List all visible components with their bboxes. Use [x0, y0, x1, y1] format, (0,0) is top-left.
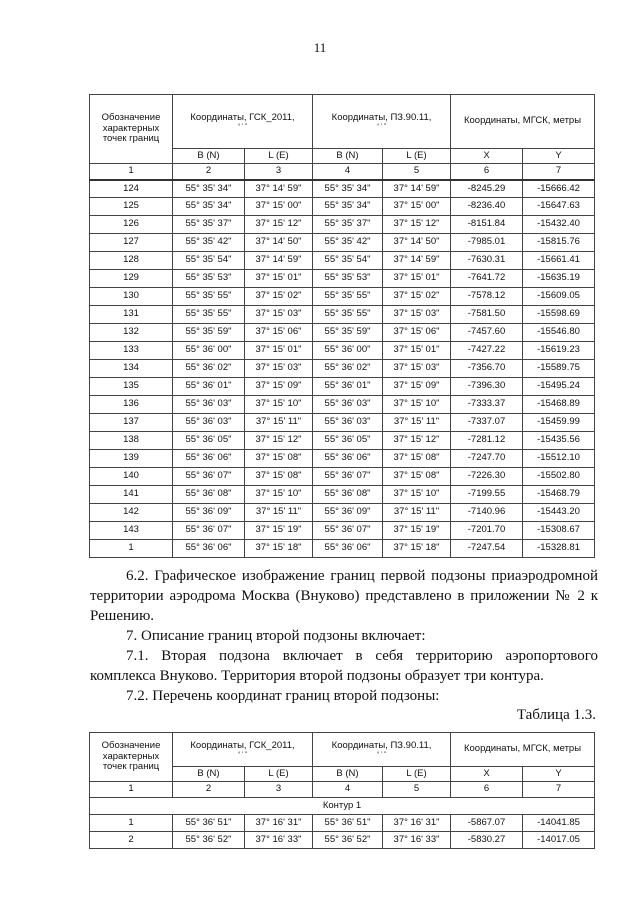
table-row — [90, 198, 595, 216]
point-id-cell: 142 — [90, 504, 173, 522]
coordinate-cell: 37° 15' 02" — [245, 288, 313, 306]
table-row — [90, 815, 595, 832]
coordinate-cell: 37° 14' 59" — [245, 180, 313, 198]
coordinate-cell: -7247.54 — [451, 540, 523, 558]
point-id-cell: 127 — [90, 234, 173, 252]
coordinate-cell: 37° 14' 50" — [383, 234, 451, 252]
header-b: B (N) — [173, 149, 245, 164]
header-l: L (E) — [383, 767, 451, 782]
coordinate-cell: 37° 15' 06" — [383, 324, 451, 342]
point-id-cell: 1 — [90, 815, 173, 832]
coordinate-cell: 37° 15' 01" — [383, 270, 451, 288]
table-row — [90, 270, 595, 288]
column-number: 5 — [383, 782, 451, 798]
coordinates-table-first-subzone — [89, 94, 595, 558]
coordinate-cell: 55° 36' 06" — [313, 450, 383, 468]
coordinate-cell: 55° 35' 42" — [313, 234, 383, 252]
coordinate-cell: 37° 16' 31" — [245, 815, 313, 832]
point-id-cell: 138 — [90, 432, 173, 450]
coordinate-cell: 37° 15' 12" — [245, 432, 313, 450]
point-id-cell: 130 — [90, 288, 173, 306]
coordinate-cell: 37° 16' 33" — [383, 832, 451, 849]
coordinate-cell: -15435.56 — [523, 432, 595, 450]
paragraph-6-2: 6.2. Графическое изображение границ первой подзоны приаэродромной территории аэродрома Москва (Внуково) представлено в приложении № 2 к Решению. — [90, 568, 598, 624]
coordinate-cell: 37° 15' 03" — [245, 360, 313, 378]
table-row — [90, 414, 595, 432]
coordinate-cell: -15459.99 — [523, 414, 595, 432]
column-number: 3 — [245, 164, 313, 180]
coordinate-cell: 37° 15' 10" — [383, 486, 451, 504]
coordinate-cell: 37° 15' 12" — [245, 216, 313, 234]
coordinate-cell: 37° 15' 00" — [383, 198, 451, 216]
coordinate-cell: 55° 35' 37" — [313, 216, 383, 234]
header-y: Y — [523, 149, 595, 164]
coordinate-cell: 37° 15' 03" — [383, 360, 451, 378]
coordinate-cell: 55° 36' 02" — [313, 360, 383, 378]
header-l: L (E) — [245, 149, 313, 164]
coordinate-cell: -15546.80 — [523, 324, 595, 342]
header-point-designation: Обозначение характерных точек границ — [90, 733, 173, 782]
coordinate-cell: 37° 15' 08" — [383, 468, 451, 486]
coordinate-cell: -5830.27 — [451, 832, 523, 849]
coordinate-cell: -8245.29 — [451, 180, 523, 198]
coordinate-cell: 55° 35' 37" — [173, 216, 245, 234]
table-row — [90, 486, 595, 504]
coordinate-cell: -15815.76 — [523, 234, 595, 252]
coordinate-cell: -15589.75 — [523, 360, 595, 378]
coordinate-cell: 55° 36' 07" — [313, 468, 383, 486]
point-id-cell: 141 — [90, 486, 173, 504]
coordinate-cell: 37° 15' 11" — [383, 504, 451, 522]
coordinate-cell: 37° 15' 10" — [383, 396, 451, 414]
table-row — [90, 468, 595, 486]
coordinate-cell: 55° 35' 42" — [173, 234, 245, 252]
coordinate-cell: -15328.81 — [523, 540, 595, 558]
coordinate-cell: 55° 36' 52" — [313, 832, 383, 849]
section-row-contour-1: Контур 1 — [90, 798, 595, 815]
coordinate-cell: -15598.69 — [523, 306, 595, 324]
coordinate-cell: -7226.30 — [451, 468, 523, 486]
table-row — [90, 324, 595, 342]
header-y: Y — [523, 767, 595, 782]
coordinate-cell: -15647.63 — [523, 198, 595, 216]
coordinate-cell: 55° 35' 55" — [173, 288, 245, 306]
coordinate-cell: 37° 15' 08" — [383, 450, 451, 468]
coordinate-cell: -15635.19 — [523, 270, 595, 288]
coordinate-cell: -15495.24 — [523, 378, 595, 396]
coordinate-cell: 55° 35' 34" — [313, 198, 383, 216]
table-row — [90, 234, 595, 252]
coordinate-cell: 37° 15' 10" — [245, 486, 313, 504]
coordinate-cell: 55° 35' 55" — [173, 306, 245, 324]
coordinate-cell: 37° 14' 59" — [383, 180, 451, 198]
point-id-cell: 140 — [90, 468, 173, 486]
table-row — [90, 504, 595, 522]
coordinate-cell: 37° 16' 33" — [245, 832, 313, 849]
coordinate-cell: -7630.31 — [451, 252, 523, 270]
coordinate-cell: 55° 35' 54" — [173, 252, 245, 270]
coordinate-cell: 55° 35' 55" — [313, 288, 383, 306]
header-mgsk-coordinates: Координаты, МГСК, метры — [451, 95, 595, 149]
coordinate-cell: -15308.67 — [523, 522, 595, 540]
coordinate-cell: 55° 36' 06" — [313, 540, 383, 558]
column-number: 4 — [313, 164, 383, 180]
coordinate-cell: 55° 35' 59" — [313, 324, 383, 342]
page-number: 11 — [313, 40, 327, 55]
point-id-cell: 128 — [90, 252, 173, 270]
coordinate-cell: -5867.07 — [451, 815, 523, 832]
coordinate-cell: 37° 16' 31" — [383, 815, 451, 832]
coordinate-cell: 55° 36' 03" — [173, 396, 245, 414]
coordinate-cell: 37° 15' 08" — [245, 468, 313, 486]
coordinate-cell: 55° 36' 05" — [173, 432, 245, 450]
coordinate-cell: -15512.10 — [523, 450, 595, 468]
coordinate-cell: 55° 36' 09" — [173, 504, 245, 522]
table-row — [90, 342, 595, 360]
coordinate-cell: -8236.40 — [451, 198, 523, 216]
coordinate-cell: -7578.12 — [451, 288, 523, 306]
coordinate-cell: 55° 36' 03" — [313, 414, 383, 432]
coordinate-cell: 55° 36' 01" — [173, 378, 245, 396]
coordinate-cell: -15619.23 — [523, 342, 595, 360]
coordinate-cell: -7337.07 — [451, 414, 523, 432]
table-row — [90, 378, 595, 396]
coordinate-cell: 37° 15' 01" — [245, 270, 313, 288]
coordinate-cell: -7581.50 — [451, 306, 523, 324]
paragraph-7-1: 7.1. Вторая подзона включает в себя территорию аэропортового комплекса Внуково. Территория второй подзоны образует три контура. — [90, 648, 598, 684]
point-id-cell: 134 — [90, 360, 173, 378]
table-row — [90, 540, 595, 558]
column-number: 4 — [313, 782, 383, 798]
coordinate-cell: -8151.84 — [451, 216, 523, 234]
coordinate-cell: -7396.30 — [451, 378, 523, 396]
column-number: 7 — [523, 782, 595, 798]
coordinate-cell: 37° 15' 12" — [383, 216, 451, 234]
coordinate-cell: 55° 36' 00" — [313, 342, 383, 360]
coordinate-cell: -7140.96 — [451, 504, 523, 522]
coordinate-cell: 55° 36' 05" — [313, 432, 383, 450]
header-l: L (E) — [245, 767, 313, 782]
point-id-cell: 131 — [90, 306, 173, 324]
point-id-cell: 125 — [90, 198, 173, 216]
point-id-cell: 133 — [90, 342, 173, 360]
coordinate-cell: -15609.05 — [523, 288, 595, 306]
column-number: 5 — [383, 164, 451, 180]
header-x: X — [451, 149, 523, 164]
column-number: 1 — [90, 164, 173, 180]
coordinate-cell: -15666.42 — [523, 180, 595, 198]
header-gsk-coordinates: Координаты, ГСК_2011, ° ' " — [173, 733, 313, 767]
coordinate-cell: 55° 36' 00" — [173, 342, 245, 360]
point-id-cell: 126 — [90, 216, 173, 234]
point-id-cell: 124 — [90, 180, 173, 198]
header-mgsk-coordinates: Координаты, МГСК, метры — [451, 733, 595, 767]
point-id-cell: 137 — [90, 414, 173, 432]
table-row — [90, 522, 595, 540]
coordinate-cell: -7247.70 — [451, 450, 523, 468]
coordinate-cell: 37° 15' 11" — [245, 504, 313, 522]
header-b: B (N) — [173, 767, 245, 782]
table-row — [90, 832, 595, 849]
coordinate-cell: 55° 36' 01" — [313, 378, 383, 396]
coordinate-cell: -15468.89 — [523, 396, 595, 414]
coordinate-cell: 37° 15' 03" — [383, 306, 451, 324]
coordinate-cell: -14041.85 — [523, 815, 595, 832]
point-id-cell: 143 — [90, 522, 173, 540]
coordinate-cell: 37° 15' 09" — [245, 378, 313, 396]
coordinate-cell: 37° 15' 18" — [383, 540, 451, 558]
coordinate-cell: 55° 35' 55" — [313, 306, 383, 324]
coordinate-cell: 55° 36' 08" — [173, 486, 245, 504]
table-row — [90, 306, 595, 324]
coordinate-cell: 37° 15' 19" — [245, 522, 313, 540]
coordinate-cell: 55° 35' 59" — [173, 324, 245, 342]
coordinate-cell: 55° 35' 34" — [173, 198, 245, 216]
coordinate-cell: -7281.12 — [451, 432, 523, 450]
column-number: 2 — [173, 782, 245, 798]
header-x: X — [451, 767, 523, 782]
header-pz-coordinates: Координаты, ПЗ.90.11, ° ' " — [313, 733, 451, 767]
coordinate-cell: 55° 36' 51" — [173, 815, 245, 832]
column-number: 3 — [245, 782, 313, 798]
coordinate-cell: 37° 15' 11" — [383, 414, 451, 432]
coordinate-cell: 55° 36' 07" — [313, 522, 383, 540]
column-number: 2 — [173, 164, 245, 180]
coordinate-cell: 55° 35' 54" — [313, 252, 383, 270]
point-id-cell: 132 — [90, 324, 173, 342]
coordinate-cell: -7199.55 — [451, 486, 523, 504]
coordinate-cell: 37° 15' 03" — [245, 306, 313, 324]
coordinate-cell: 55° 36' 09" — [313, 504, 383, 522]
coordinate-cell: 37° 15' 18" — [245, 540, 313, 558]
coordinate-cell: -14017.05 — [523, 832, 595, 849]
table-caption: Таблица 1.3. — [516, 707, 596, 723]
table-row — [90, 432, 595, 450]
coordinate-cell: -15502.80 — [523, 468, 595, 486]
point-id-cell: 139 — [90, 450, 173, 468]
coordinate-cell: 55° 36' 07" — [173, 468, 245, 486]
paragraph-7: 7. Описание границ второй подзоны включает: — [126, 628, 426, 644]
header-point-designation: Обозначение характерных точек границ — [90, 95, 173, 164]
column-number: 7 — [523, 164, 595, 180]
coordinate-cell: 37° 15' 06" — [245, 324, 313, 342]
coordinate-cell: 55° 36' 51" — [313, 815, 383, 832]
column-number: 1 — [90, 782, 173, 798]
coordinate-cell: 37° 15' 12" — [383, 432, 451, 450]
coordinate-cell: 37° 15' 11" — [245, 414, 313, 432]
coordinate-cell: 55° 36' 03" — [173, 414, 245, 432]
coordinate-cell: -7201.70 — [451, 522, 523, 540]
coordinate-cell: 55° 36' 06" — [173, 540, 245, 558]
coordinate-cell: 37° 15' 02" — [383, 288, 451, 306]
coordinate-cell: 55° 36' 02" — [173, 360, 245, 378]
point-id-cell: 129 — [90, 270, 173, 288]
coordinate-cell: 55° 35' 34" — [173, 180, 245, 198]
coordinate-cell: 55° 35' 53" — [313, 270, 383, 288]
coordinate-cell: 37° 15' 00" — [245, 198, 313, 216]
header-b: B (N) — [313, 767, 383, 782]
coordinate-cell: -7356.70 — [451, 360, 523, 378]
point-id-cell: 136 — [90, 396, 173, 414]
coordinate-cell: 37° 15' 19" — [383, 522, 451, 540]
header-b: B (N) — [313, 149, 383, 164]
table-row — [90, 450, 595, 468]
paragraph-7-2: 7.2. Перечень координат границ второй подзоны: — [126, 688, 440, 704]
coordinate-cell: 37° 15' 01" — [245, 342, 313, 360]
coordinate-cell: 37° 14' 59" — [383, 252, 451, 270]
table-row — [90, 216, 595, 234]
coordinate-cell: 55° 35' 53" — [173, 270, 245, 288]
header-l: L (E) — [383, 149, 451, 164]
coordinate-cell: -15432.40 — [523, 216, 595, 234]
coordinate-cell: 55° 36' 52" — [173, 832, 245, 849]
coordinate-cell: 55° 36' 03" — [313, 396, 383, 414]
header-pz-coordinates: Координаты, ПЗ.90.11, ° ' " — [313, 95, 451, 149]
coordinate-cell: 55° 36' 07" — [173, 522, 245, 540]
coordinate-cell: 55° 36' 06" — [173, 450, 245, 468]
point-id-cell: 2 — [90, 832, 173, 849]
header-gsk-coordinates: Координаты, ГСК_2011, ° ' " — [173, 95, 313, 149]
coordinate-cell: -7641.72 — [451, 270, 523, 288]
coordinate-cell: 37° 14' 59" — [245, 252, 313, 270]
table-row — [90, 180, 595, 198]
coordinate-cell: -7333.37 — [451, 396, 523, 414]
table-row — [90, 288, 595, 306]
point-id-cell: 1 — [90, 540, 173, 558]
coordinate-cell: 37° 15' 01" — [383, 342, 451, 360]
coordinate-cell: -15443.20 — [523, 504, 595, 522]
coordinates-table-second-subzone — [89, 732, 595, 849]
table-row — [90, 360, 595, 378]
point-id-cell: 135 — [90, 378, 173, 396]
table-row — [90, 252, 595, 270]
coordinate-cell: 37° 15' 10" — [245, 396, 313, 414]
table-row — [90, 396, 595, 414]
coordinate-cell: 55° 36' 08" — [313, 486, 383, 504]
coordinate-cell: -15661.41 — [523, 252, 595, 270]
coordinate-cell: -7427.22 — [451, 342, 523, 360]
coordinate-cell: -15468.79 — [523, 486, 595, 504]
coordinate-cell: 55° 35' 34" — [313, 180, 383, 198]
column-number: 6 — [451, 164, 523, 180]
coordinate-cell: 37° 15' 08" — [245, 450, 313, 468]
column-number: 6 — [451, 782, 523, 798]
coordinate-cell: 37° 14' 50" — [245, 234, 313, 252]
coordinate-cell: -7457.60 — [451, 324, 523, 342]
coordinate-cell: 37° 15' 09" — [383, 378, 451, 396]
coordinate-cell: -7985.01 — [451, 234, 523, 252]
